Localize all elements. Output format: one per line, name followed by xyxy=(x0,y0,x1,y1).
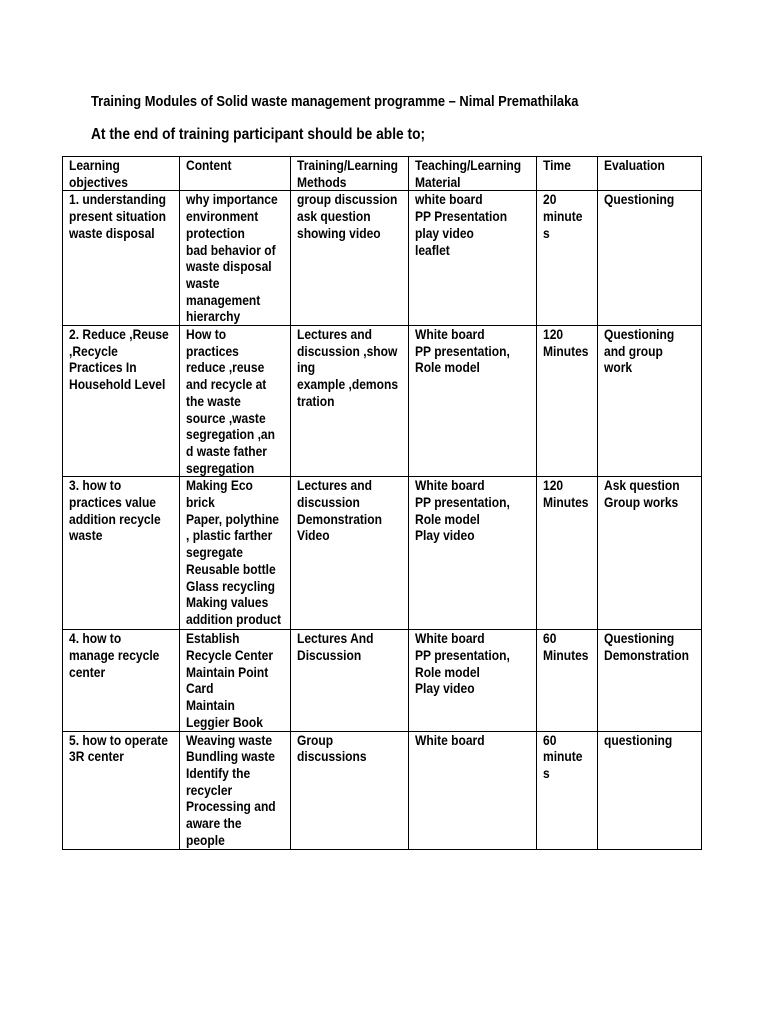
cell-content: Making Eco brick Paper, polythine , plastic farther segregate Reusable bottle Glass recycling Making values addition product xyxy=(180,477,291,630)
table-row xyxy=(63,477,702,630)
header-time: Time xyxy=(537,157,598,191)
cell-time: 60 minute s xyxy=(537,731,598,849)
header-evaluation: Evaluation xyxy=(598,157,702,191)
cell-time: 120 Minutes xyxy=(537,326,598,477)
cell-method: Lectures and discussion Demonstration Video xyxy=(291,477,409,630)
cell-time: 120 Minutes xyxy=(537,477,598,630)
cell-objective: 3. how to practices value addition recycle waste xyxy=(63,477,180,630)
cell-evaluation: questioning xyxy=(598,731,702,849)
header-content: Content xyxy=(180,157,291,191)
cell-method: Lectures And Discussion xyxy=(291,630,409,731)
cell-objective: 4. how to manage recycle center xyxy=(63,630,180,731)
cell-method: group discussion ask question showing video xyxy=(291,191,409,326)
cell-content: why importance environment protection bad behavior of waste disposal waste management hierarchy xyxy=(180,191,291,326)
cell-evaluation: Questioning Demonstration xyxy=(598,630,702,731)
table-row xyxy=(63,630,702,731)
document-title: Training Modules of Solid waste management programme – Nimal Premathilaka xyxy=(91,93,579,110)
cell-evaluation: Questioning and group work xyxy=(598,326,702,477)
table-header-row xyxy=(63,157,702,191)
table-row xyxy=(63,326,702,477)
cell-objective: 5. how to operate 3R center xyxy=(63,731,180,849)
header-teaching-material: Teaching/Learning Material xyxy=(409,157,537,191)
cell-evaluation: Questioning xyxy=(598,191,702,326)
cell-method: Lectures and discussion ,show ing example ,demons tration xyxy=(291,326,409,477)
cell-content: How to practices reduce ,reuse and recycle at the waste source ,waste segregation ,an d waste father segregation xyxy=(180,326,291,477)
cell-material: White board PP presentation, Role model Play video xyxy=(409,630,537,731)
header-learning-objectives: Learning objectives xyxy=(63,157,180,191)
cell-objective: 2. Reduce ,Reuse ,Recycle Practices In Household Level xyxy=(63,326,180,477)
training-modules-table xyxy=(62,156,702,850)
cell-material: White board PP presentation, Role model Play video xyxy=(409,477,537,630)
cell-material: White board xyxy=(409,731,537,849)
cell-objective: 1. understanding present situation waste disposal xyxy=(63,191,180,326)
cell-content: Weaving waste Bundling waste Identify the recycler Processing and aware the people xyxy=(180,731,291,849)
document-subtitle: At the end of training participant should be able to; xyxy=(91,126,426,143)
cell-time: 20 minute s xyxy=(537,191,598,326)
table-row xyxy=(63,731,702,849)
cell-material: White board PP presentation, Role model xyxy=(409,326,537,477)
cell-method: Group discussions xyxy=(291,731,409,849)
cell-material: white board PP Presentation play video leaflet xyxy=(409,191,537,326)
header-training-methods: Training/Learning Methods xyxy=(291,157,409,191)
cell-content: Establish Recycle Center Maintain Point Card Maintain Leggier Book xyxy=(180,630,291,731)
cell-evaluation: Ask question Group works xyxy=(598,477,702,630)
table-row xyxy=(63,191,702,326)
cell-time: 60 Minutes xyxy=(537,630,598,731)
